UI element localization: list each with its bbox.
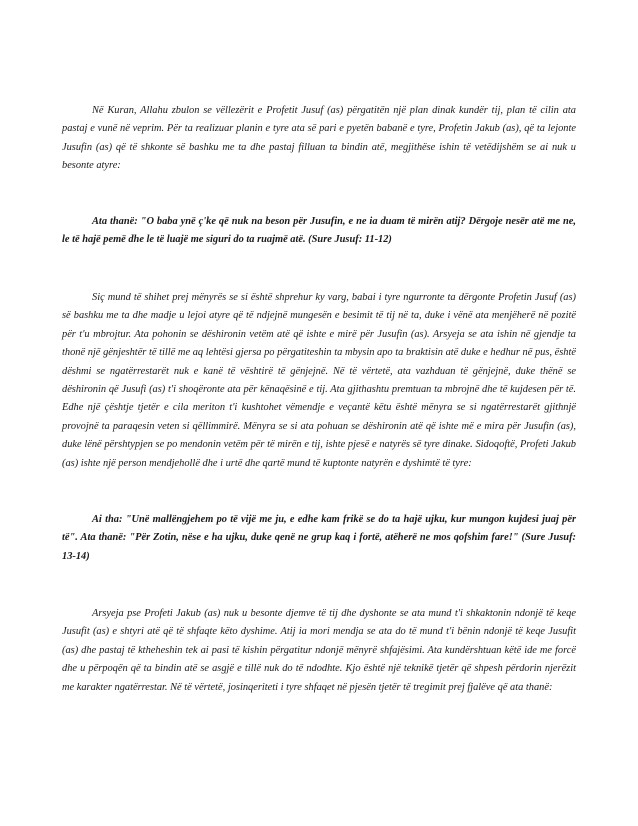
paragraph-conclusion: Arsyeja pse Profeti Jakub (as) nuk u besonte djemve të tij dhe dyshonte se ata mund t'i shkaktonin ndonjë të keqe Jusufit (as) e shtyri atë që të shfaqte këto dyshime. Atij ia mori mendja se ata do të mund t'i bënin ndonjë të keqe Jusufit (as) dhe pastaj të ktheheshin tek ai pasi të kishin përgatitur ndonjë mënyrë shfajësimi. Ata kundërshtuan këtë ide me forcë dhe u përpoqën që ta bindin atë se asgjë e tillë nuk do të ndodhte. Kjo është një teknikë tjetër që shpesh përdorin njerëzit me karakter ngatërrestar. Në të vërtetë, josinqeriteti i tyre shfaqet në pjesën tjetër të tregimit prej fjalëve që ata thanë: [62,608,576,693]
paragraph-analysis: Siç mund të shihet prej mënyrës se si është shprehur ky varg, babai i tyre ngurronte ta dërgonte Profetin Jusuf (as) së bashku me ta dhe madje u lejoi atyre që të ndjejnë mungesën e besimit të tij në ta, duke i vënë ata menjëherë në pozitë për t'u mbrojtur. Ata pohonin se dëshironin vetëm atë që ishte e mirë për Jusufin (as). Arsyeja se ata ishin në gjendje ta thonë një gënjeshtër të tillë me aq lehtësi gjersa po përgatiteshin ta mbysin apo ta braktisin atë duke e hedhur në pus, është dëshmi se ngatërrestarët nuk e kanë të vështirë të gënjejnë. Në të vërtetë, ata vazhduan të gënjejnë, duke thënë se dëshironin që Jusufi (as) t'i shoqëronte ata për kënaqësinë e tij. Ata gjithashtu premtuan ta mbrojnë dhe të kujdesen për të. Edhe një çështje tjetër e cila meriton t'i kushtohet vëmendje e veçantë këtu është mënyra se si ngatërrestarët gjithnjë provojnë ta paraqesin veten si qëllimmirë. Mënyra se si ata pohuan se dëshironin atë që ishte më e mira për Jusufin (as), duke lënë përshtypjen se po mendonin vetëm për të mirën e tij, ishte pjesë e natyrës së tyre dinake. Sidoqoftë, Profeti Jakub (as) ishte një person mendjehollë dhe i urtë dhe qartë mund të kuptonte natyrën e dyshimtë të tyre: [62,292,576,469]
quote-verse-13-14: Ai tha: "Unë mallëngjehem po të vijë me ju, e edhe kam frikë se do ta hajë ujku, kur mungon kujdesi juaj për të". Ata thanë: "Për Zotin, nëse e ha ujku, duke qenë ne grup kaq i fortë, atëherë ne mos qofshim fare!" (Sure Jusuf: 13-14) [62,514,576,562]
quote-verse-11-12: Ata thanë: "O baba ynë ç'ke që nuk na beson për Jusufin, e ne ia duam të mirën atij? Dërgoje nesër atë me ne, le të hajë pemë dhe le të luajë me siguri do ta ruajmë atë. (Sure Jusuf: 11-12) [62,216,576,246]
paragraph-intro: Në Kuran, Allahu zbulon se vëllezërit e Profetit Jusuf (as) përgatitën një plan dinak kundër tij, plan të cilin ata pastaj e vunë në veprim. Për ta realizuar planin e tyre ata së pari e pyetën babanë e tyre, Profetin Jakub (as), që ta lejonte Jusufin (as) që të shkonte së bashku me ta dhe pastaj filluan ta bindin atë, megjithëse ishin të vetëdijshëm se ai nuk u besonte atyre: [62,105,576,172]
